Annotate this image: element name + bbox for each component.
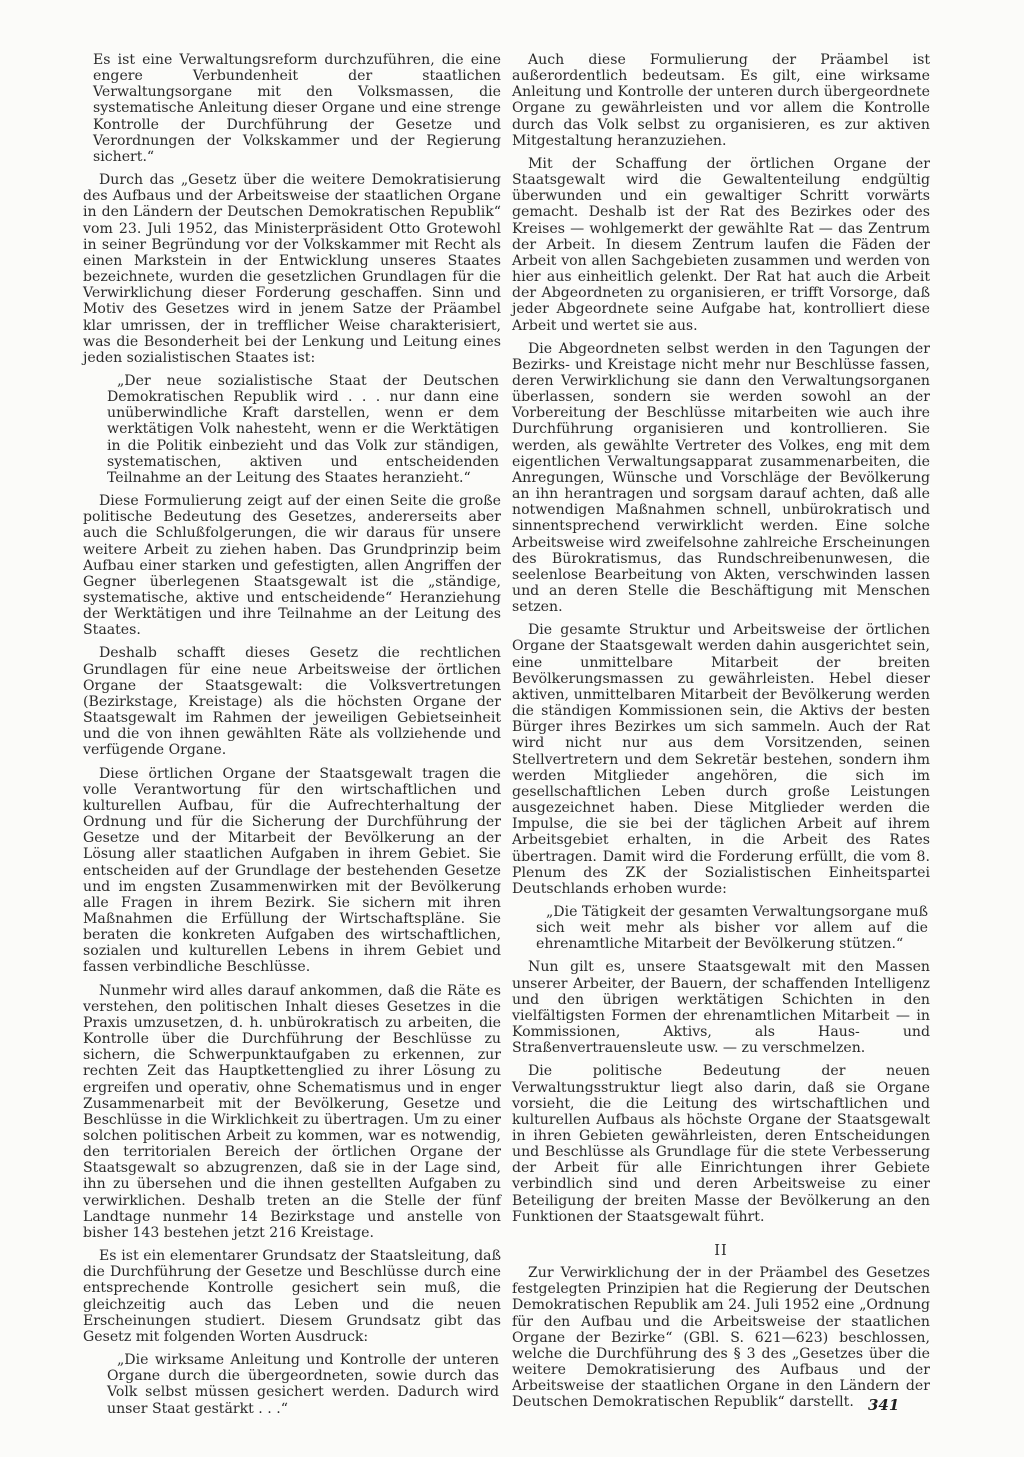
paragraph: Die politische Bedeutung der neuen Verwaltungsstruktur liegt also darin, daß sie Organe vorsieht, die die Leitung des wirtschaftlichen und kulturellen Aufbaus als höchste Organe der Staatsgewalt in ihren Gebieten gewährleisten, deren Entscheidungen und Beschlüsse als Grundlage für die stete Verbesserung der Arbeit für alle Einrichtungen ihrer Gebiete verbindlich sind und deren Arbeitsweise zu einer Beteiligung der breiten Masse der Bevölkerung an den Funktionen der Staatsgewalt führt. — [512, 1063, 930, 1225]
paragraph: Diese örtlichen Organe der Staatsgewalt tragen die volle Verantwortung für den wirtschaftlichen und kulturellen Aufbau, für die Aufrechterhaltung der Ordnung und für die Sicherung der Durchführung der Gesetze und der Mitarbeit der Bevölkerung an der Lösung aller staatlichen Aufgaben in ihrem Gebiet. Sie entscheiden auf der Grundlage der bestehenden Gesetze und im engsten Zusammenwirken mit der Bevölkerung alle Fragen in ihrem Bezirk. Sie sichern mit ihren Maßnahmen die Erfüllung der Wirtschaftspläne. Sie beraten die konkreten Aufgaben des wirtschaftlichen, sozialen und kulturellen Lebens in ihrem Gebiet und fassen verbindliche Beschlüsse. — [83, 765, 501, 976]
paragraph: Die Abgeordneten selbst werden in den Tagungen der Bezirks- und Kreistage nicht mehr nur Beschlüsse fassen, deren Verwirklichung sie dann den Verwaltungsorganen überlassen, sondern sie werden sowohl an der Vorbereitung der Beschlüsse mitarbeiten wie auch ihre Durchführung organisieren und kontrollieren. Sie werden, als gewählte Vertreter des Volkes, eng mit dem eigentlichen Verwaltungsapparat zusammenarbeiten, die Anregungen, Wünsche und Vorschläge der Bevölkerung an ihn herantragen und sorgsam darauf achten, daß alle notwendigen Maßnahmen schnell, unbürokratisch und sinnentsprechend verwirklicht werden. Eine solche Arbeitsweise wird zweifelsohne zahlreiche Erscheinungen des Bürokratismus, das Rundschreibenunwesen, die seelenlose Bearbeitung von Akten, verschwinden lassen und an deren Stelle die Beschäftigung mit Menschen setzen. — [512, 340, 930, 616]
paragraph: Nunmehr wird alles darauf ankommen, daß die Räte es verstehen, den politischen Inhalt dieses Gesetzes in die Praxis umzusetzen, d. h. unbürokratisch zu arbeiten, die Kontrolle über die Durchführung der Beschlüsse zu sichern, die Schwerpunktaufgaben zu erkennen, zur rechten Zeit das Hauptkettenglied zu ihrer Lösung zu ergreifen und operativ, ohne Schematismus und in enger Zusammenarbeit mit der Bevölkerung, Gesetze und Beschlüsse in die Wirklichkeit zu übertragen. Um zu einer solchen politischen Arbeit zu kommen, war es notwendig, den territorialen Bereich der örtlichen Organe der Staatsgewalt so abzugrenzen, daß sie in der Lage sind, ihn zu übersehen und die ihnen gestellten Aufgaben zu verwirklichen. Deshalb treten an die Stelle der fünf Landtage nunmehr 14 Bezirkstage und anstelle von bisher 143 bestehen jetzt 216 Kreistage. — [83, 982, 501, 1241]
section-heading: II — [714, 1242, 728, 1259]
paragraph: Nun gilt es, unsere Staatsgewalt mit den Massen unserer Arbeiter, der Bauern, der schaffenden Intelligenz und den übrigen werktätigen Schichten in den vielfältigsten Formen der ehrenamtlichen Mitarbeit — in Kommissionen, Aktivs, als Haus- und Straßenvertrauensleute usw. — zu verschmelzen. — [512, 959, 930, 1057]
paragraph: Auch diese Formulierung der Präambel ist außerordentlich bedeutsam. Es gilt, eine wirksame Anleitung und Kontrolle der unteren durch übergeordnete Organe zu gewährleisten und vor allem die Kontrolle durch das Volk selbst zu organisieren, es zur aktiven Mitgestaltung heranzuziehen. — [512, 52, 930, 149]
block-quote: „Die Tätigkeit der gesamten Verwaltungsorgane muß sich weit mehr als bisher vor allem auf die ehrenamtliche Mitarbeit der Bevölkerung stützen.“ — [536, 903, 928, 953]
page-number: 341 — [868, 1396, 900, 1414]
paragraph: Durch das „Gesetz über die weitere Demokratisierung des Aufbaus und der Arbeitsweise der staatlichen Organe in den Ländern der Deutschen Demokratischen Republik“ vom 23. Juli 1952, das Ministerpräsident Otto Grotewohl in seiner Begründung vor der Volkskammer mit Recht als einen Markstein in der Entwicklung unseres Staates bezeichnete, wurden die gesetzlichen Grundlagen für die Verwirklichung dieser Forderung geschaffen. Sinn und Motiv des Gesetzes wird in jenem Satze der Präambel klar umrissen, der in trefflicher Weise charakterisiert, was die Besonderheit bei der Lenkung und Leitung eines jeden sozialistischen Staates ist: — [83, 172, 501, 366]
block-quote: „Die wirksame Anleitung und Kontrolle der unteren Organe durch die übergeordneten, sowie durch das Volk selbst müssen gesichert werden. Dadurch wird unser Staat gestärkt . . .“ — [107, 1352, 499, 1417]
paragraph-quote-continuation: Es ist eine Verwaltungsreform durchzuführen, die eine engere Verbundenheit der staatlichen Verwaltungsorgane mit den Volksmassen, die systematische Anleitung dieser Organe und eine strenge Kontrolle der Durchführung der Gesetze und Verordnungen der Volkskammer und der Regierung sichert.“ — [93, 52, 501, 165]
paragraph: Es ist ein elementarer Grundsatz der Staatsleitung, daß die Durchführung der Gesetze und Beschlüsse durch eine entsprechende Kontrolle gesichert sein muß, die gleichzeitig auch das Leben und die neuen Erscheinungen studiert. Diesem Grundsatz gibt das Gesetz mit folgenden Worten Ausdruck: — [83, 1248, 501, 1345]
paragraph: Diese Formulierung zeigt auf der einen Seite die große politische Bedeutung des Gesetzes, andererseits aber auch die Schlußfolgerungen, die wir daraus für unsere weitere Arbeit zu ziehen haben. Das Grundprinzip beim Aufbau einer starken und gefestigten, allen Angriffen der Gegner überlegenen Staatsgewalt ist die „ständige, systematische, aktive und entscheidende“ Heranziehung der Werktätigen und ihre Teilnahme an der Leitung des Staates. — [83, 493, 501, 639]
paragraph: Mit der Schaffung der örtlichen Organe der Staatsgewalt wird die Gewaltenteilung endgültig überwunden und ein gewaltiger Schritt vorwärts gemacht. Deshalb ist der Rat des Bezirkes oder des Kreises — wohlgemerkt der gewählte Rat — das Zentrum der Arbeit. In diesem Zentrum laufen die Fäden der Arbeit von allen Sachgebieten zusammen und werden von hier aus einheitlich gelenkt. Der Rat hat auch die Arbeit der Abgeordneten zu organisieren, er trifft Vorsorge, daß jeder Abgeordnete seine Aufgabe hat, kontrolliert diese Arbeit und wertet sie aus. — [512, 155, 930, 334]
block-quote: „Der neue sozialistische Staat der Deutschen Demokratischen Republik wird . . . nur dann eine unüberwindliche Kraft darstellen, wenn er dem werktätigen Volk nahesteht, wenn er die Werktätigen in die Politik einbezieht und das Volk zur ständigen, systematischen, aktiven und entscheidenden Teilnahme an der Leitung des Staates heranzieht.“ — [107, 372, 499, 486]
paragraph: Deshalb schafft dieses Gesetz die rechtlichen Grundlagen für eine neue Arbeitsweise der örtlichen Organe der Staatsgewalt: die Volksvertretungen (Bezirkstage, Kreistage) als die höchsten Organe der Staatsgewalt im Rahmen der jeweiligen Gebietseinheit und die von ihnen gewählten Räte als vollziehende und verfügende Organe. — [83, 645, 501, 759]
left-text-column — [83, 52, 501, 1424]
paragraph: Die gesamte Struktur und Arbeitsweise der örtlichen Organe der Staatsgewalt werden dahin ausgerichtet sein, eine unmittelbare Mitarbeit der breiten Bevölkerungsmassen zu gewährleisten. Hebel dieser aktiven, unmittelbaren Mitarbeit der Bevölkerung werden die ständigen Kommissionen sein, die Aktivs der besten Bürger ihres Bezirkes um sich sammeln. Auch der Rat wird nicht nur aus dem Vorsitzenden, seinen Stellvertretern und dem Sekretär bestehen, sondern ihm werden Mitglieder angehören, die sich im gesellschaftlichen Leben durch große Leistungen ausgezeichnet haben. Diese Mitglieder werden die Impulse, die sie bei der täglichen Arbeit auf ihrem Arbeitsgebiet erhalten, in die Arbeit des Rates übertragen. Damit wird die Forderung erfüllt, die vom 8. Plenum des ZK der Sozialistischen Einheitspartei Deutschlands erhoben wurde: — [512, 622, 930, 897]
right-text-column — [512, 52, 930, 1418]
paragraph: Zur Verwirklichung der in der Präambel des Gesetzes festgelegten Prinzipien hat die Regierung der Deutschen Demokratischen Republik am 24. Juli 1952 eine „Ordnung für den Aufbau und die Arbeitsweise der staatlichen Organe der Bezirke“ (GBl. S. 621—623) beschlossen, welche die Durchführung des § 3 des „Gesetzes über die weitere Demokratisierung des Aufbaus und der Arbeitsweise der staatlichen Organe in den Ländern der Deutschen Demokratischen Republik“ darstellt. — [512, 1265, 930, 1411]
